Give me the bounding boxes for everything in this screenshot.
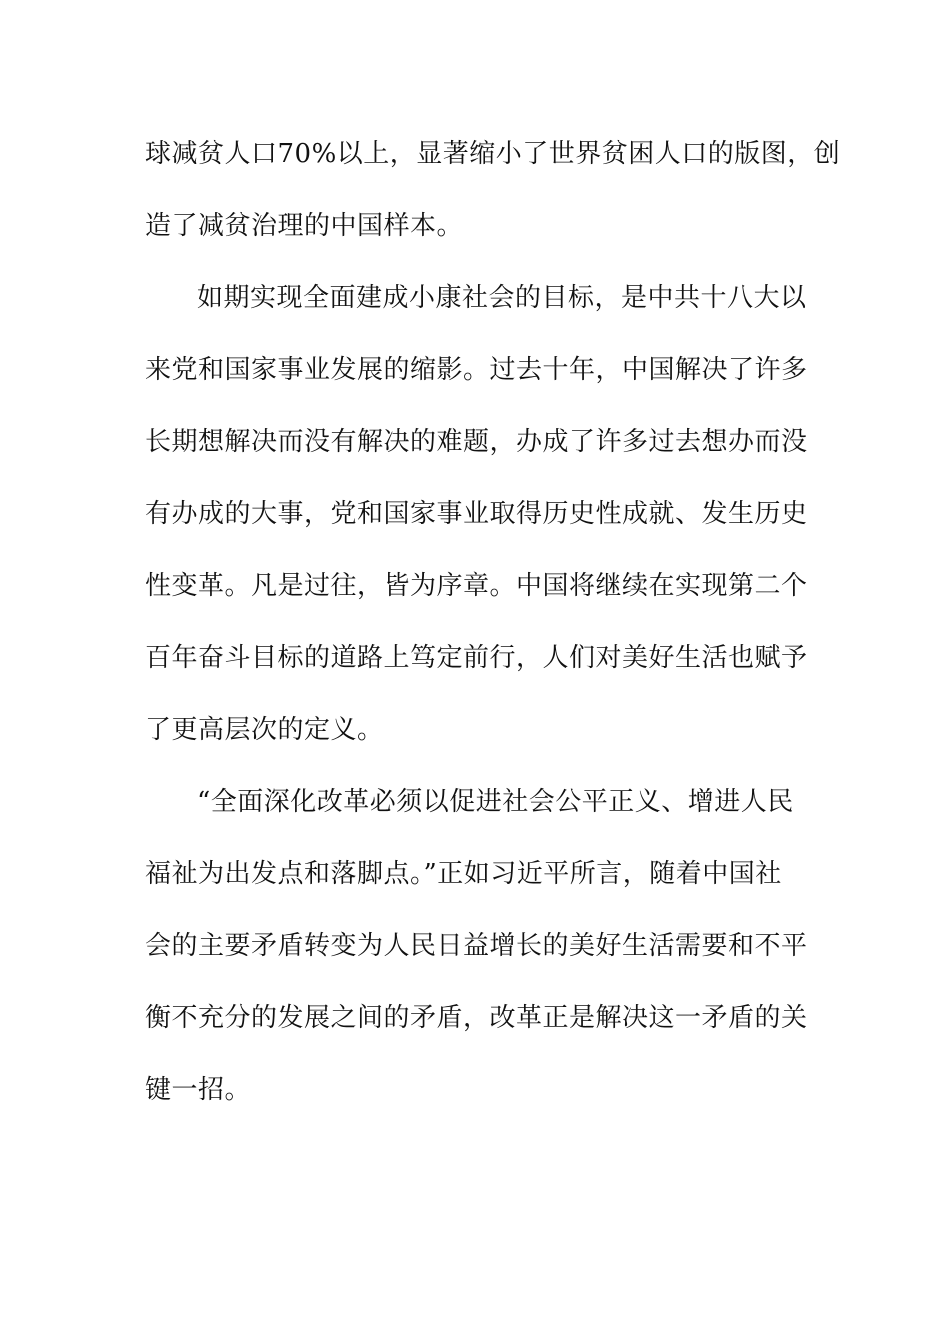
paragraph-3-line-1: “全面深化改革必须以促进社会公平正义、增进人民 [197, 787, 794, 817]
text-line-1: 球减贫人口70%以上，显著缩小了世界贫困人口的版图，创 [145, 139, 841, 169]
text-line-4: 来党和国家事业发展的缩影。过去十年，中国解决了许多 [145, 355, 808, 385]
text-line-7: 性变革。凡是过往，皆为序章。中国将继续在实现第二个 [145, 571, 808, 601]
text-line-11: 福祉为出发点和落脚点。”正如习近平所言，随着中国社 [145, 859, 782, 889]
text-line-14: 键一招。 [145, 1075, 252, 1105]
text-line-2: 造了减贫治理的中国样本。 [145, 211, 464, 241]
text-line-13: 衡不充分的发展之间的矛盾，改革正是解决这一矛盾的关 [145, 1003, 808, 1033]
text-line-6: 有办成的大事，党和国家事业取得历史性成就、发生历史 [145, 499, 808, 529]
text-line-12: 会的主要矛盾转变为人民日益增长的美好生活需要和不平 [145, 931, 808, 961]
text-line-9: 了更高层次的定义。 [145, 715, 384, 745]
text-line-8: 百年奋斗目标的道路上笃定前行，人们对美好生活也赋予 [145, 643, 808, 673]
paragraph-2-line-1: 如期实现全面建成小康社会的目标，是中共十八大以 [197, 283, 807, 313]
text-line-5: 长期想解决而没有解决的难题，办成了许多过去想办而没 [145, 427, 808, 457]
